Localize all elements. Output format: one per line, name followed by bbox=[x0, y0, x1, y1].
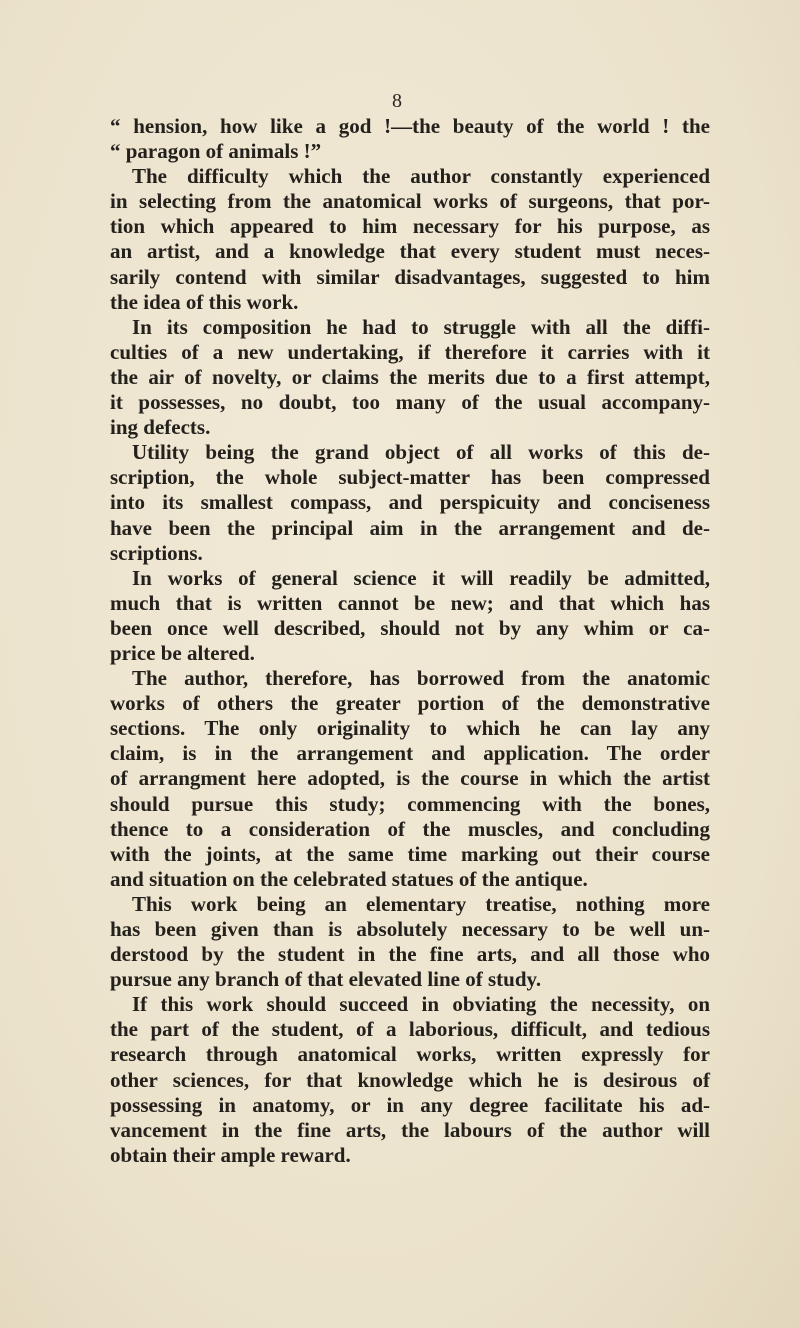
body-text bbox=[110, 114, 710, 1168]
text-line: it possesses, no doubt, too many of the usual accompany- bbox=[110, 390, 710, 415]
text-line: Utility being the grand object of all works of this de- bbox=[132, 440, 710, 465]
text-line: possessing in anatomy, or in any degree facilitate his ad- bbox=[110, 1092, 710, 1117]
text-line: If this work should succeed in obviating the necessity, on bbox=[132, 992, 710, 1017]
text-line: thence to a consideration of the muscles, and concluding bbox=[110, 816, 710, 841]
text-line: claim, is in the arrangement and application. The order bbox=[110, 741, 710, 766]
text-line: scription, the whole subject-matter has been compressed bbox=[110, 465, 710, 490]
text-line: In works of general science it will readily be admitted, bbox=[132, 565, 710, 590]
text-line: sarily contend with similar disadvantages, suggested to him bbox=[110, 264, 710, 289]
text-line: of arrangment here adopted, is the course in which the artist bbox=[110, 766, 710, 791]
text-line: sections. The only originality to which he can lay any bbox=[110, 716, 710, 741]
text-line: The author, therefore, has borrowed from the anatomic bbox=[132, 666, 710, 691]
text-line: an artist, and a knowledge that every student must neces- bbox=[110, 239, 710, 264]
text-line: vancement in the fine arts, the labours of the author will bbox=[110, 1117, 710, 1142]
text-line: in selecting from the anatomical works of surgeons, that por- bbox=[110, 189, 710, 214]
text-line: In its composition he had to struggle with all the diffi- bbox=[132, 314, 710, 339]
text-line: This work being an elementary treatise, nothing more bbox=[132, 891, 710, 916]
text-line: into its smallest compass, and perspicuity and conciseness bbox=[110, 490, 710, 515]
text-line: should pursue this study; commencing with the bones, bbox=[110, 791, 710, 816]
text-line: derstood by the student in the fine arts, and all those who bbox=[110, 942, 710, 967]
text-line: research through anatomical works, written expressly for bbox=[110, 1042, 710, 1067]
text-line: has been given than is absolutely necessary to be well un- bbox=[110, 917, 710, 941]
text-line: and situation on the celebrated statues of the antique. bbox=[110, 866, 588, 891]
text-line: ing defects. bbox=[110, 415, 211, 440]
text-line: “ hension, how like a god !—the beauty of the world ! the bbox=[110, 114, 710, 138]
text-line: the air of novelty, or claims the merits due to a first attempt, bbox=[110, 364, 710, 389]
text-line: pursue any branch of that elevated line of study. bbox=[110, 967, 542, 992]
text-line: obtain their ample reward. bbox=[110, 1142, 351, 1167]
text-line: works of others the greater portion of the demonstrative bbox=[110, 691, 710, 716]
page-number: 8 bbox=[392, 90, 402, 112]
text-line: been once well described, should not by any whim or ca- bbox=[110, 615, 710, 640]
text-line: the idea of this work. bbox=[110, 289, 299, 314]
text-line: with the joints, at the same time marking out their course bbox=[110, 841, 710, 866]
text-line: have been the principal aim in the arrangement and de- bbox=[110, 515, 710, 540]
text-line: The difficulty which the author constantly experienced bbox=[132, 164, 710, 189]
text-line: much that is written cannot be new; and that which has bbox=[110, 590, 710, 615]
text-line: tion which appeared to him necessary for his purpose, as bbox=[110, 214, 710, 239]
text-line: price be altered. bbox=[110, 640, 255, 665]
text-line: scriptions. bbox=[110, 540, 203, 565]
text-line: culties of a new undertaking, if therefore it carries with it bbox=[110, 339, 710, 364]
text-line: “ paragon of animals !” bbox=[110, 139, 322, 164]
text-line: the part of the student, of a laborious, difficult, and tedious bbox=[110, 1017, 710, 1042]
text-line: other sciences, for that knowledge which he is desirous of bbox=[110, 1067, 710, 1092]
